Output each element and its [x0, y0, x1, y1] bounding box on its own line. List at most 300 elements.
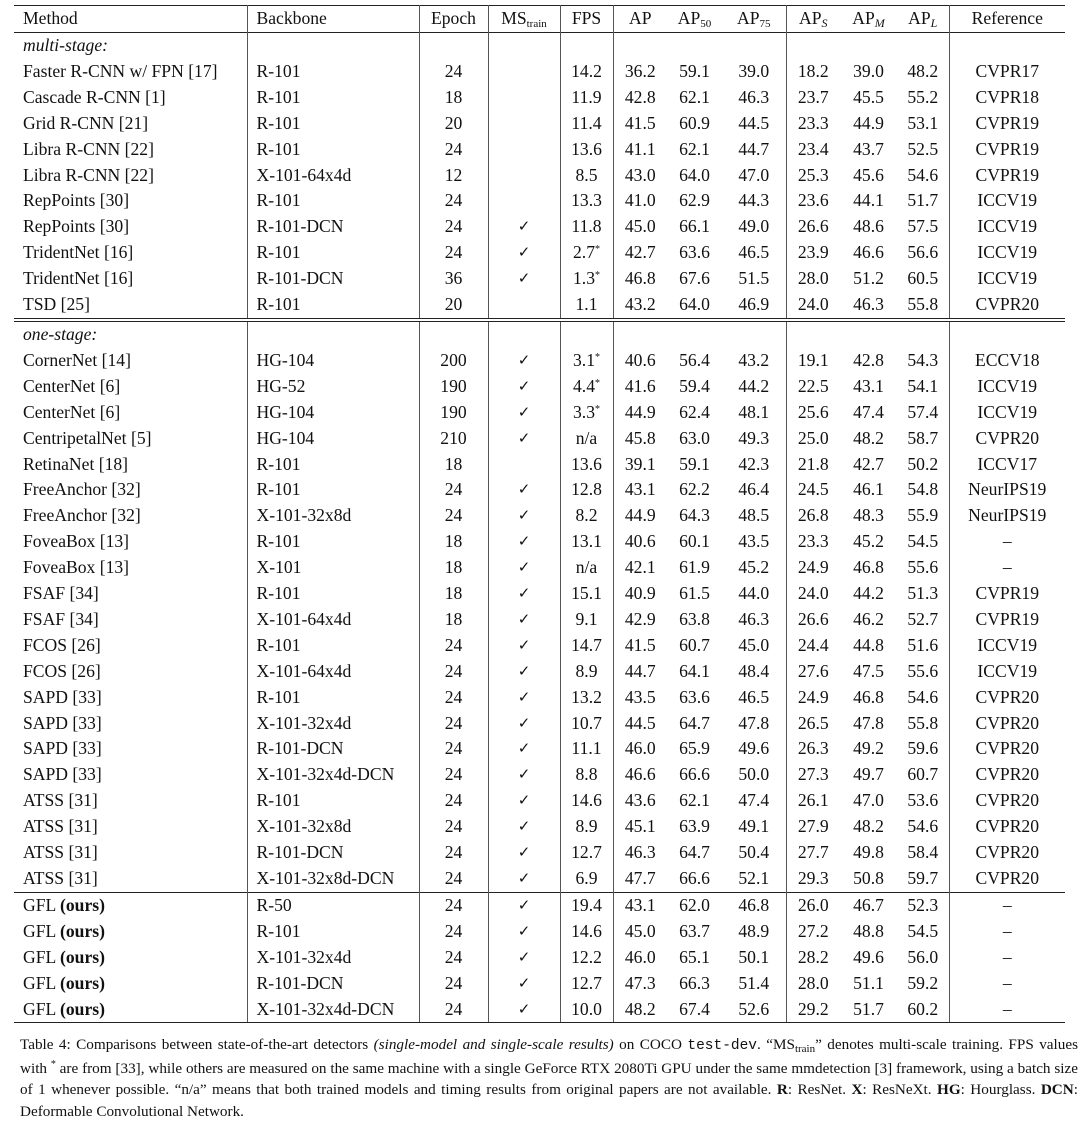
ap75-cell: 45.2 [738, 557, 770, 578]
method-name: FCOS [26] [23, 634, 101, 655]
backbone-cell: R-101 [247, 85, 419, 111]
epoch-cell: 36 [419, 266, 488, 292]
fps-value: 8.9 [575, 660, 598, 681]
aps-cell: 23.7 [786, 85, 840, 111]
ap75-cell: 46.3 [738, 86, 770, 107]
fps-value: 11.9 [571, 86, 602, 107]
group-label-multi-stage: multi-stage: [23, 35, 109, 55]
reference-cell: – [949, 555, 1065, 581]
asterisk-footnote: * [595, 377, 600, 389]
backbone-cell: R-101-DCN [247, 840, 419, 866]
aps-cell: 23.3 [786, 529, 840, 555]
epoch-cell: 24 [419, 711, 488, 737]
ap50-cell: 64.1 [679, 660, 710, 681]
method-cell [14, 137, 247, 163]
reference-cell: ICCV17 [949, 452, 1065, 478]
apm-cell: 47.4 [853, 401, 884, 422]
aps-cell: 27.9 [786, 814, 840, 840]
ap-cell: 41.1 [613, 137, 667, 163]
epoch-cell: 24 [419, 214, 488, 240]
fps-value: 12.7 [571, 972, 602, 993]
ap-cell: 43.1 [613, 892, 667, 918]
reference-cell: ICCV19 [949, 188, 1065, 214]
check-icon: ✓ [488, 374, 560, 400]
ms-train-cell [488, 188, 560, 214]
fps-cell [560, 59, 613, 85]
method-name: GFL [23, 920, 56, 941]
method-name: GFL [23, 972, 56, 993]
epoch-cell: 24 [419, 59, 488, 85]
ap50-cell: 62.1 [679, 790, 710, 811]
epoch-cell: 24 [419, 685, 488, 711]
apl-cell: 54.8 [907, 479, 939, 500]
reference-cell: – [949, 919, 1065, 945]
ap-cell: 46.0 [613, 945, 667, 971]
fps-cell [560, 581, 613, 607]
aps-cell: 23.6 [786, 188, 840, 214]
aps-cell: 27.6 [786, 659, 840, 685]
aps-cell: 24.0 [786, 581, 840, 607]
ap75-cell: 44.7 [738, 138, 770, 159]
method-cell [14, 762, 247, 788]
reference-cell: CVPR20 [949, 814, 1065, 840]
reference-cell: ECCV18 [949, 348, 1065, 374]
epoch-cell: 24 [419, 945, 488, 971]
method-cell [14, 840, 247, 866]
header-ap75: $AP_{75}$ [737, 8, 771, 31]
apl-cell: 51.3 [907, 583, 939, 604]
apm-cell: 46.3 [853, 294, 884, 315]
fps-value: 13.6 [571, 138, 602, 159]
ap75-cell: 47.4 [738, 790, 770, 811]
ap50-cell: 64.7 [679, 712, 710, 733]
apm-cell: 45.5 [853, 86, 884, 107]
table-row [14, 581, 1065, 607]
epoch-cell: 24 [419, 137, 488, 163]
reference-cell: CVPR20 [949, 426, 1065, 452]
backbone-cell: R-101 [247, 59, 419, 85]
method-cell [14, 633, 247, 659]
apl-cell: 58.4 [907, 842, 939, 863]
reference-cell: CVPR20 [949, 685, 1065, 711]
method-name: GFL [23, 998, 56, 1019]
apl-cell: 59.6 [907, 738, 939, 759]
table-row [14, 214, 1065, 240]
aps-cell: 23.3 [786, 111, 840, 137]
aps-cell: 29.3 [786, 866, 840, 892]
header-epoch: Epoch [419, 6, 488, 33]
fps-value: 10.0 [571, 998, 602, 1019]
check-icon: ✓ [488, 214, 560, 240]
method-cell [14, 477, 247, 503]
backbone-cell: R-101 [247, 633, 419, 659]
table-row [14, 85, 1065, 111]
method-cell [14, 711, 247, 737]
reference-cell: – [949, 892, 1065, 918]
method-cell [14, 452, 247, 478]
aps-cell: 29.2 [786, 997, 840, 1023]
fps-cell [560, 555, 613, 581]
reference-cell: CVPR20 [949, 866, 1065, 892]
backbone-cell: HG-104 [247, 348, 419, 374]
ap50-cell: 62.9 [679, 190, 710, 211]
apm-cell: 46.8 [853, 686, 884, 707]
apl-cell: 54.5 [907, 531, 939, 552]
ap75-cell: 49.0 [738, 216, 770, 237]
method-name: Cascade R-CNN [1] [23, 86, 166, 107]
table-caption: Table 4: Comparisons between state-of-the-art detectors (single-model and single-scale results) on COCO test-dev. “$MS_{train}$” denotes multi-scale training. FPS values with * are from [33], while others are measured on the same machine with a single GeForce RTX 2080Ti GPU under the same mmdetection [3] framework, using a batch size of 1 whenever possible. “n/a” means that both trained models and timing results from original papers are not available. R: ResNet. X: ResNeXt. HG: Hourglass. DCN: Deformable Convolutional Network. [20, 1036, 1078, 1120]
aps-cell: 27.2 [786, 919, 840, 945]
aps-cell: 28.0 [786, 266, 840, 292]
fps-cell [560, 400, 613, 426]
ap75-cell: 48.4 [738, 660, 770, 681]
reference-cell: CVPR19 [949, 163, 1065, 189]
ap50-cell: 62.0 [667, 892, 722, 918]
ap-cell: 40.9 [613, 581, 667, 607]
fps-cell [560, 711, 613, 737]
check-icon: ✓ [488, 919, 560, 945]
check-icon: ✓ [488, 997, 560, 1023]
method-name: Libra R-CNN [22] [23, 138, 154, 159]
method-cell [14, 997, 247, 1023]
fps-cell [560, 137, 613, 163]
fps-cell [560, 919, 613, 945]
apl-cell: 54.6 [907, 816, 939, 837]
apm-cell: 44.8 [853, 634, 884, 655]
method-cell [14, 736, 247, 762]
ap-cell: 41.0 [613, 188, 667, 214]
epoch-cell: 24 [419, 892, 488, 918]
apm-cell: 46.6 [853, 242, 884, 263]
reference-cell: ICCV19 [949, 266, 1065, 292]
method-name: FreeAnchor [32] [23, 479, 141, 500]
ap50-cell: 59.4 [679, 375, 710, 396]
ap75-cell: 39.0 [738, 60, 770, 81]
backbone-cell: R-101 [247, 788, 419, 814]
aps-cell: 27.3 [786, 762, 840, 788]
ap75-cell: 50.1 [738, 946, 770, 967]
fps-cell [560, 163, 613, 189]
fps-value: 4.4 [573, 375, 595, 396]
reference-cell: ICCV19 [949, 400, 1065, 426]
header-apm: $AP_M$ [852, 8, 885, 31]
method-name: RepPoints [30] [23, 216, 130, 237]
fps-cell [560, 188, 613, 214]
fps-value: 3.3 [573, 401, 595, 422]
method-cell [14, 111, 247, 137]
reference-cell: NeurIPS19 [949, 477, 1065, 503]
reference-cell: CVPR17 [949, 59, 1065, 85]
fps-cell [560, 503, 613, 529]
aps-cell: 25.6 [786, 400, 840, 426]
method-cell [14, 685, 247, 711]
ap-cell: 46.8 [613, 266, 667, 292]
epoch-cell: 24 [419, 971, 488, 997]
epoch-cell: 24 [419, 814, 488, 840]
table-row [14, 685, 1065, 711]
epoch-cell: 24 [419, 633, 488, 659]
table-row [14, 426, 1065, 452]
table-row [14, 555, 1065, 581]
backbone-cell: X-101-32x4d [247, 711, 419, 737]
ap-cell: 44.9 [613, 503, 667, 529]
ap-cell: 39.1 [613, 452, 667, 478]
apm-cell: 43.7 [853, 138, 884, 159]
ap75-cell: 52.1 [738, 868, 770, 888]
ap50-cell: 61.9 [679, 557, 710, 578]
check-icon: ✓ [488, 529, 560, 555]
apl-cell: 55.8 [907, 294, 939, 315]
ap-cell: 40.6 [613, 348, 667, 374]
aps-cell: 24.4 [786, 633, 840, 659]
aps-cell: 25.3 [786, 163, 840, 189]
ap-cell: 47.7 [613, 866, 667, 892]
check-icon: ✓ [488, 581, 560, 607]
fps-value: 3.1 [573, 349, 595, 370]
epoch-cell: 24 [419, 188, 488, 214]
ours-label: (ours) [60, 920, 105, 941]
epoch-cell: 18 [419, 581, 488, 607]
method-name: Libra R-CNN [22] [23, 164, 154, 185]
fps-cell [560, 685, 613, 711]
method-name: TridentNet [16] [23, 242, 134, 263]
ap-cell: 43.6 [613, 788, 667, 814]
ap50-cell: 61.5 [679, 583, 710, 604]
ap75-cell: 48.1 [738, 401, 770, 422]
check-icon: ✓ [488, 503, 560, 529]
table-row [14, 348, 1065, 374]
table-row [14, 945, 1065, 971]
header-backbone: Backbone [247, 6, 419, 33]
method-name: SAPD [33] [23, 738, 102, 759]
ap50-cell: 63.9 [679, 816, 710, 837]
apl-cell: 60.5 [907, 268, 939, 289]
group-label-row [14, 320, 1065, 348]
apm-cell: 44.1 [853, 190, 884, 211]
ap75-cell: 43.5 [738, 531, 770, 552]
apm-cell: 44.9 [853, 112, 884, 133]
backbone-cell: R-101 [247, 452, 419, 478]
apm-cell: 48.2 [853, 427, 884, 448]
method-name: TSD [25] [23, 294, 90, 315]
ms-train-cell [488, 137, 560, 163]
backbone-cell: X-101-32x4d [247, 945, 419, 971]
fps-cell [560, 788, 613, 814]
backbone-cell: R-101 [247, 919, 419, 945]
method-name: FoveaBox [13] [23, 557, 130, 578]
ap75-cell: 49.1 [738, 816, 770, 837]
backbone-cell: R-101-DCN [247, 736, 419, 762]
table-row [14, 997, 1065, 1023]
fps-cell [560, 659, 613, 685]
ours-section [14, 892, 1065, 1023]
header-fps: FPS [560, 6, 613, 33]
ap75-cell: 50.4 [738, 842, 770, 863]
apl-cell: 59.7 [907, 868, 939, 888]
aps-cell: 27.7 [786, 840, 840, 866]
ap50-cell: 66.6 [679, 764, 710, 785]
epoch-cell: 24 [419, 919, 488, 945]
ap-cell: 46.0 [613, 736, 667, 762]
fps-cell [560, 892, 613, 918]
ap50-cell: 63.8 [679, 608, 710, 629]
fps-cell [560, 111, 613, 137]
fps-value: 11.8 [571, 216, 602, 237]
method-name: TridentNet [16] [23, 268, 134, 289]
apl-cell: 57.5 [907, 216, 939, 237]
fps-value: 6.9 [575, 868, 598, 888]
reference-cell: – [949, 997, 1065, 1023]
table-row [14, 788, 1065, 814]
fps-cell [560, 736, 613, 762]
reference-cell: CVPR19 [949, 111, 1065, 137]
method-name: FSAF [34] [23, 583, 99, 604]
apl-cell: 52.5 [907, 138, 939, 159]
aps-cell: 23.4 [786, 137, 840, 163]
method-cell [14, 788, 247, 814]
backbone-cell: HG-104 [247, 400, 419, 426]
fps-cell [560, 633, 613, 659]
check-icon: ✓ [488, 892, 560, 918]
backbone-cell: R-101-DCN [247, 266, 419, 292]
method-cell [14, 945, 247, 971]
reference-cell: CVPR19 [949, 137, 1065, 163]
backbone-cell: R-50 [247, 892, 419, 918]
fps-cell [560, 971, 613, 997]
ap-cell: 44.7 [613, 659, 667, 685]
apm-cell: 46.1 [853, 479, 884, 500]
apl-cell: 55.6 [907, 557, 939, 578]
ap75-cell: 46.4 [738, 479, 770, 500]
backbone-cell: X-101-32x4d-DCN [247, 762, 419, 788]
method-cell [14, 529, 247, 555]
apm-cell: 48.6 [853, 216, 884, 237]
fps-value: 12.2 [571, 946, 602, 967]
method-cell [14, 919, 247, 945]
backbone-cell: R-101 [247, 137, 419, 163]
apl-cell: 50.2 [907, 453, 939, 474]
ap75-cell: 46.5 [738, 686, 770, 707]
fps-cell [560, 452, 613, 478]
table-row [14, 503, 1065, 529]
ap50-cell: 63.6 [679, 686, 710, 707]
method-cell [14, 814, 247, 840]
method-cell [14, 266, 247, 292]
apl-cell: 54.6 [907, 686, 939, 707]
fps-value: 8.2 [575, 505, 598, 526]
apl-cell: 56.6 [907, 242, 939, 263]
epoch-cell: 190 [419, 374, 488, 400]
header-ap50: $AP_{50}$ [677, 8, 712, 31]
header-reference: Reference [949, 6, 1065, 33]
apm-cell: 45.6 [853, 164, 884, 185]
apl-cell: 60.2 [897, 997, 949, 1023]
aps-cell: 19.1 [786, 348, 840, 374]
check-icon: ✓ [488, 762, 560, 788]
table-header-row [14, 6, 1065, 33]
apl-cell: 56.0 [907, 946, 939, 967]
method-cell [14, 188, 247, 214]
reference-cell: CVPR20 [949, 762, 1065, 788]
check-icon: ✓ [488, 685, 560, 711]
ap-cell: 45.1 [613, 814, 667, 840]
backbone-cell: X-101-64x4d [247, 659, 419, 685]
header-ap: AP [613, 6, 667, 33]
apm-cell: 46.7 [840, 892, 897, 918]
ap50-cell: 60.1 [679, 531, 710, 552]
fps-cell [560, 266, 613, 292]
fps-cell [560, 762, 613, 788]
fps-value: 11.4 [571, 112, 602, 133]
ap-cell: 41.6 [613, 374, 667, 400]
epoch-cell: 20 [419, 111, 488, 137]
ap75-cell: 46.9 [738, 294, 770, 315]
ap50-cell: 64.0 [679, 164, 710, 185]
results-table [14, 5, 1065, 1023]
ap50-cell: 65.1 [679, 946, 710, 967]
aps-cell: 26.3 [786, 736, 840, 762]
aps-cell: 26.6 [786, 214, 840, 240]
table-row [14, 240, 1065, 266]
ap-cell: 36.2 [613, 59, 667, 85]
check-icon: ✓ [488, 945, 560, 971]
ap-cell: 47.3 [613, 971, 667, 997]
ap50-cell: 64.0 [679, 294, 710, 315]
ap-cell: 41.5 [613, 111, 667, 137]
fps-cell [560, 426, 613, 452]
header-aps: $AP_S$ [786, 6, 840, 33]
apm-cell: 39.0 [853, 60, 884, 81]
epoch-cell: 24 [419, 659, 488, 685]
ap-cell: 40.6 [613, 529, 667, 555]
apm-cell: 51.7 [840, 997, 897, 1023]
fps-value: 13.3 [571, 190, 602, 211]
table-row [14, 607, 1065, 633]
method-name: GFL [23, 946, 56, 967]
table-row [14, 111, 1065, 137]
check-icon: ✓ [488, 426, 560, 452]
table-row [14, 971, 1065, 997]
reference-cell: ICCV19 [949, 374, 1065, 400]
fps-value: n/a [575, 427, 598, 448]
table-row [14, 711, 1065, 737]
apl-cell: 52.3 [897, 892, 949, 918]
check-icon: ✓ [488, 659, 560, 685]
multi-stage-section [14, 33, 1065, 320]
apl-cell: 52.7 [907, 608, 939, 629]
backbone-cell: R-101 [247, 529, 419, 555]
fps-cell [560, 814, 613, 840]
backbone-cell: R-101 [247, 581, 419, 607]
ap-cell: 45.0 [613, 214, 667, 240]
epoch-cell: 20 [419, 292, 488, 320]
reference-cell: ICCV19 [949, 659, 1065, 685]
apl-cell: 55.2 [907, 86, 939, 107]
apm-cell: 45.2 [853, 531, 884, 552]
backbone-cell: R-101 [247, 240, 419, 266]
fps-value: 10.7 [571, 712, 602, 733]
ours-label: (ours) [60, 972, 105, 993]
ap50-cell: 66.6 [679, 868, 710, 888]
backbone-cell: R-101 [247, 188, 419, 214]
table-row [14, 266, 1065, 292]
ap-cell: 41.5 [613, 633, 667, 659]
ap50-cell: 59.1 [679, 60, 710, 81]
ap-cell: 43.1 [613, 477, 667, 503]
fps-value: 8.8 [575, 764, 598, 785]
header-apl: $AP_L$ [908, 8, 938, 31]
aps-cell: 26.5 [786, 711, 840, 737]
